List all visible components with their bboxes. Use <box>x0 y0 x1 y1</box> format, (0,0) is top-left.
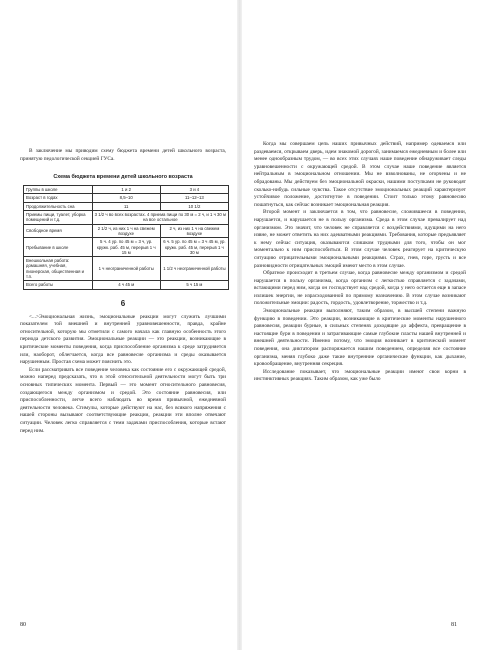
table-cell: Пребывание в школе <box>24 238 93 257</box>
table-row <box>24 202 229 210</box>
table-cell: 3 и 4 <box>160 186 228 194</box>
table-row <box>24 211 229 225</box>
table-cell: 8,5–10 <box>92 194 160 202</box>
table-cell: Внешкольная работа: домашняя, учебная, пионерская, общественная и т.п. <box>24 257 93 281</box>
table-cell: Свободное время <box>24 224 93 238</box>
table-title: Схема бюджета времени детей школьного возраста <box>53 174 193 181</box>
right-page <box>240 0 480 650</box>
table-cell: Возраст в годах <box>24 194 93 202</box>
table-cell: 10 1/2 <box>160 202 228 210</box>
table-cell: 5 ч. 4 ур. по 45 м = 3 ч, ур. кружк. раб. 45 м, перерыв 1 ч 15 м <box>92 238 160 257</box>
table-row <box>24 224 229 238</box>
right-paragraph-3: Обратное происходит в третьем случае, когда равновесие между организмом и средой нарушается в пользу организма, когда организм с легкостью справляется с задачами, встающими перед ним, когда он господствует над средой, когда у него остается еще в запасе излишек энергии, не израсходованной по прямому назначению. В этом случае возникают положительные эмоции: радость, гордость, удовлетворение, торжество и т.д. <box>254 270 466 307</box>
table-cell: 4 ч 45 м <box>92 281 160 289</box>
table-cell: Приемы пищи, туалет, уборка помещений и т.д. <box>24 211 93 225</box>
table-cell: 2 ч, из них 1 ч на свежем воздухе <box>160 224 228 238</box>
table-cell: Группы в школе <box>24 186 93 194</box>
table-row <box>24 238 229 257</box>
time-budget-table <box>23 185 229 289</box>
table-cell: 2 1/2 ч, из них 1 ч на свежем воздухе <box>92 224 160 238</box>
right-paragraph-4: Эмоциональные реакции выполняют, таким образом, в высшей степени важную функцию в поведении. Это реакции, возникающие в критические моменты нарушенного равновесия, реакции бурные, в сильных степенях доходящие до аффекта, превращение в настоящие бури в поведении и затрагивающие самые глубокие пласты нашей внутренней и внешней деятельности. Именно потому, что эмоция возникает в критический момент поведения, она диктатором распоряжается нашим поведением, определяя все состояние организма, меняя глубоко даже такие внутренние органические функции, как дыхание, кровообращение, внутренняя секреция. <box>254 308 466 368</box>
table-cell: 1 1/2 ч неограниченной работы <box>160 257 228 281</box>
table-cell: Всего работы <box>24 281 93 289</box>
page-number-left: 80 <box>20 622 26 628</box>
table-row <box>24 186 229 194</box>
left-paragraph-1: <...>Эмоциональная жизнь, эмоциональные реакции могут служить лучшими показателем той внешней и внутренней уравновешенности, правда, крайне относительной, которую мы отметили с самого начала как главную особенность этого периода детского развития. Эмоциональные реакции — это реакции, возникающие в критические моменты поведения, когда приспособление организма к среде затрудняется или, наоборот, облегчается, когда все равновесие организма и среды оказывается нарушенным. Простая схема может пояснить это. <box>20 313 226 366</box>
table-cell: 11 <box>92 202 160 210</box>
right-paragraph-1: Когда мы совершаем цепь наших привычных действий, например одеваемся или раздеваемся, открываем дверь, идем знакомой дорогой, занимаемся ежедневным и более или менее однообразным трудом, — во всех этих случаях наше поведение обнаруживает следы уравновешенности с окружающей средой. В этом случае наше поведение является нейтральным в эмоциональном отношении. Мы не взволнованы, не огорчены и не обрадованы. Мы действуем без эмоциональной окраски, нашими поступками не руководят сколько-нибудь сильные чувства. Такое отсутствие эмоциональных реакций характеризует устойчивое положение, достигнутое в поведении. Стоит только этому равновесию пошатнуться, как сейчас возникает эмоциональная реакция. <box>254 141 466 208</box>
table-cell: 1 ч неограниченной работы <box>92 257 160 281</box>
table-cell: 11–12–13 <box>160 194 228 202</box>
table-cell: Продолжительность сна <box>24 202 93 210</box>
table-row <box>24 194 229 202</box>
right-paragraph-5: Исследование показывает, что эмоциональные реакции имеют свои корни в инстинктивных реакциях. Таким образом, как уже было <box>254 368 466 383</box>
table-cell: 3 1/2 ч во всех возрастах. 4 приема пищи по 30 м = 2 ч, и 1 ч 30 м на все остальное <box>92 211 228 225</box>
table-cell: 6 ч. 5 ур. по 45 м = 3 ч 45 м, ур. кружк. раб. 45 м, перерыв 1 ч 30 м <box>160 238 228 257</box>
intro-paragraph: В заключение мы приводим схему бюджета времени детей школьного возраста, принятую педологической секцией ГУСа. <box>20 148 226 162</box>
table-cell: 1 и 2 <box>92 186 160 194</box>
table-cell: 5 ч 15 м <box>160 281 228 289</box>
left-paragraph-2: Если рассматривать все поведение человека как состояние его с окружающей средой, можно наперед предсказать, что в этой относительной деятельности могут быть три основных типических момента. Первый — это момент относительного равновесия, создающегося между организмом и средой. Это состояние равновесия, или приспособленности, легче всего наблюдать во время привычной, ежедневной деятельности человека. Стимулы, которые действуют на нас, без всякого напряжения с нашей стороны вызывают соответствующие реакции, реакции эти вполне отвечают ситуации. Человек легко справляется с теми задачами приспособления, которые встают перед ним. <box>20 366 226 434</box>
section-number: 6 <box>120 298 126 308</box>
page-number-right: 81 <box>451 622 457 628</box>
table-row <box>24 257 229 281</box>
right-paragraph-2: Второй момент и заключается в том, что равновесие, сложившееся в поведении, нарушается, и нарушается не в пользу организма. Среда в этом случае превалирует над организмом. Это значит, что человек не справляется с воздействиями, идущими на него извне, не может ответить на них адекватными реакциями. Требования, которые предъявляет к нему сейчас ситуация, оказываются слишком трудными для того, чтобы он мог моментально к ним приспособиться. В этом случае человек реагирует на критическую ситуацию отрицательными эмоциональными реакциями. Страх, гнев, горе, грусть и все разновидности отрицательных эмоций имеют место в этом случае. <box>254 209 466 269</box>
table-row <box>24 281 229 289</box>
